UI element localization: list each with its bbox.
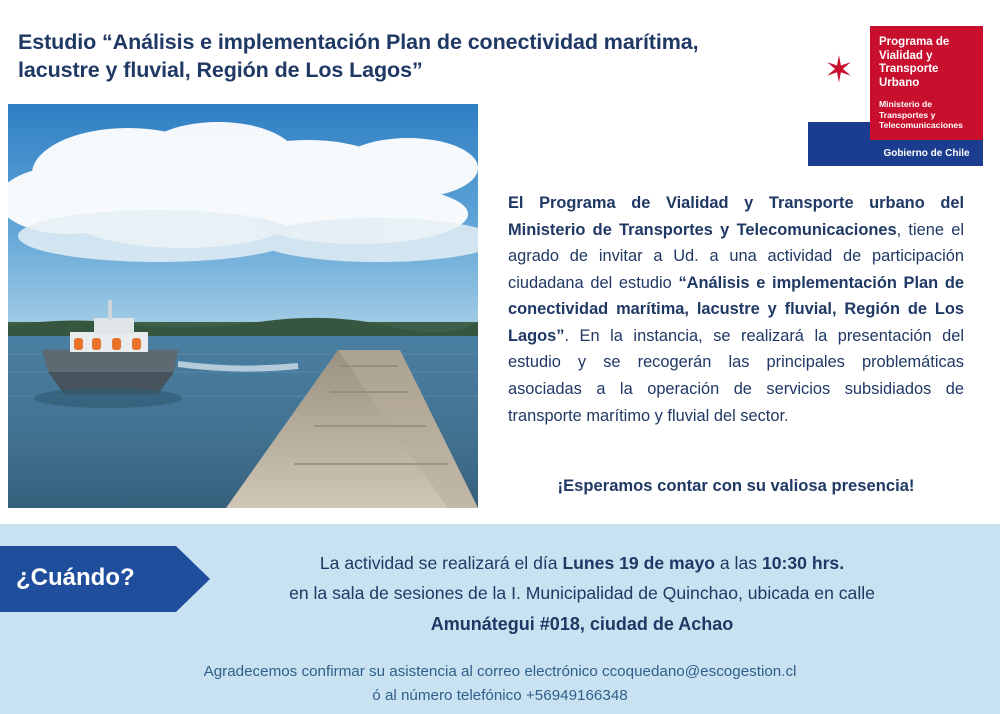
photo-lake-pier <box>8 104 478 508</box>
invitation-paragraph <box>508 190 964 429</box>
logo-ministry: Ministerio de Transportes y Telecomunicaciones <box>879 99 963 131</box>
page-title: Estudio “Análisis e implementación Plan de conectividad marítima, lacustre y fluvial, Región de Los Lagos” <box>18 30 699 83</box>
contact-info <box>0 660 1000 707</box>
when-arrow-banner <box>0 546 220 612</box>
government-logo <box>808 26 983 166</box>
paragraph-bold-study: “Análisis e implementación Plan de conectividad marítima, lacustre y fluvial, Región de Los Lagos” <box>508 273 964 345</box>
when-address: Amunátegui #018, ciudad de Achao <box>430 613 734 634</box>
contact-phone-line: ó al número telefónico +56949166348 <box>372 686 628 704</box>
logo-top-text <box>870 26 983 140</box>
when-details <box>232 548 932 639</box>
star-icon: ✶ <box>823 49 855 90</box>
logo-text-block <box>870 26 983 166</box>
logo-program-title: Programa de Vialidad y Transporte Urbano <box>879 36 950 89</box>
when-line1-pre: La actividad se realizará el día <box>319 553 563 573</box>
logo-white-band <box>808 26 870 122</box>
paragraph-text-1: , tiene el agrado de invitar a Ud. a una actividad de participación ciudadana del estudio <box>508 220 964 292</box>
closing-line: ¡Esperamos contar con su valiosa presencia! <box>557 476 915 495</box>
paragraph-text-2: . En la instancia, se realizará la presentación del estudio y se recogerán las principales problemáticas asociadas a la operación de servicios subsidiados de transporte marítimo y fluvial del sector. <box>508 326 964 425</box>
when-date: Lunes 19 de mayo <box>562 553 715 573</box>
logo-blue-band <box>808 122 870 166</box>
paragraph-bold-program: El Programa de Vialidad y Transporte urbano del Ministerio de Transportes y Telecomunicaciones <box>508 194 964 239</box>
when-arrow-tip <box>176 546 210 612</box>
when-line-2: en la sala de sesiones de la I. Municipalidad de Quinchao, ubicada en calle <box>289 583 875 604</box>
photo-illustration <box>8 104 478 508</box>
logo-flag-block <box>808 26 870 166</box>
logo-government: Gobierno de Chile <box>870 140 983 166</box>
when-label: ¿Cuándo? <box>16 564 135 591</box>
contact-email-line: Agradecemos confirmar su asistencia al correo electrónico ccoquedano@escogestion.cl <box>203 663 797 680</box>
when-time: 10:30 hrs. <box>761 553 845 573</box>
when-line1-mid: a las <box>714 553 762 573</box>
when-line-1 <box>232 548 932 578</box>
